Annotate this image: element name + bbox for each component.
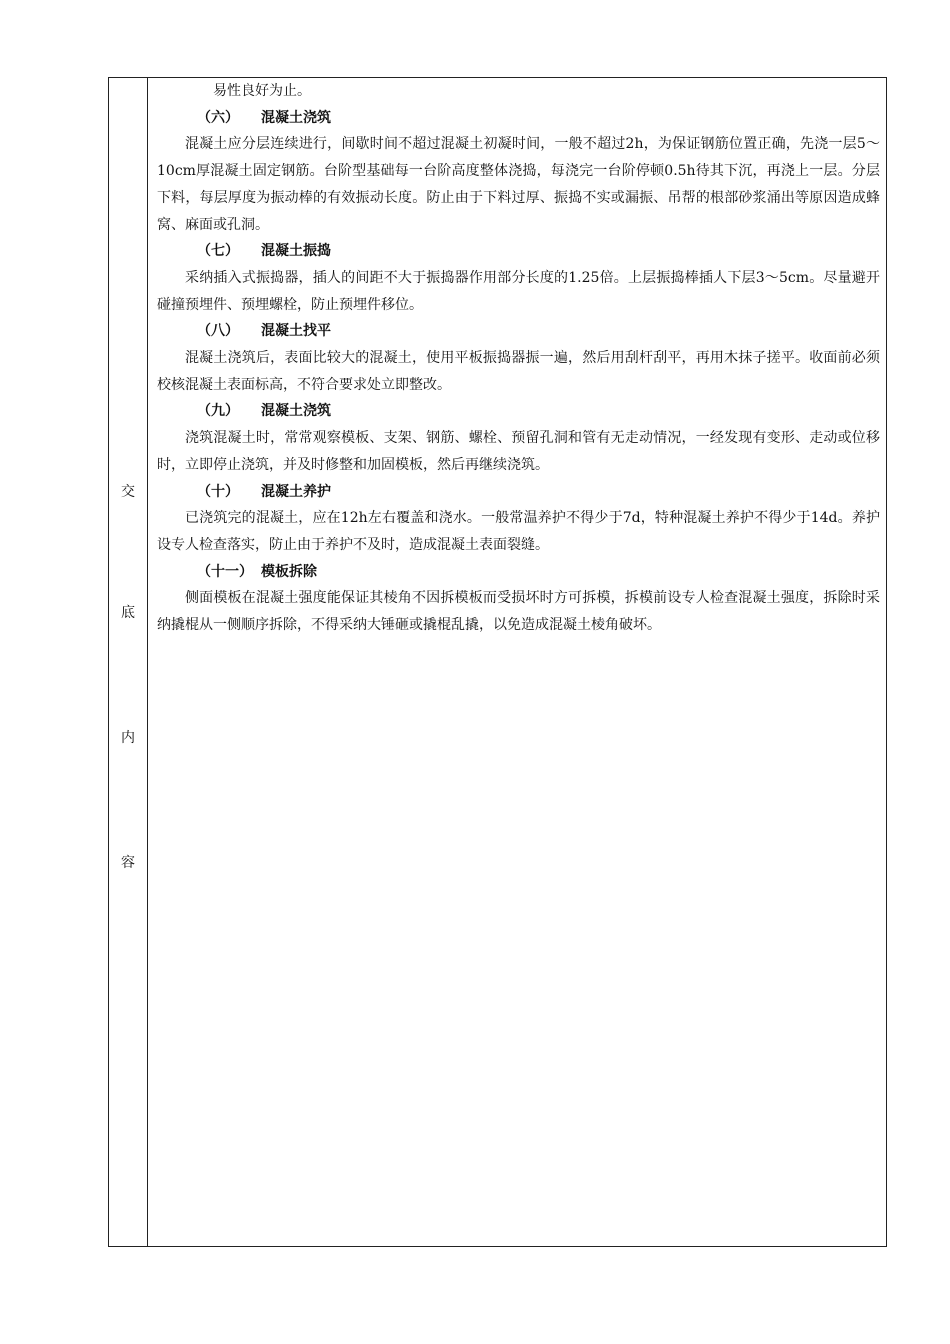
section-heading xyxy=(157,318,880,345)
handover-table xyxy=(108,77,887,1247)
side-label-char: 底 xyxy=(121,605,135,621)
section-number: （九） xyxy=(197,403,239,420)
side-label-char: 内 xyxy=(121,730,135,746)
side-label-char: 容 xyxy=(121,855,135,871)
section-heading xyxy=(157,238,880,265)
section-number: （十） xyxy=(197,483,239,500)
section-number: （八） xyxy=(197,323,239,340)
paragraph: 混凝土应分层连续进行，间歇时间不超过混凝土初凝时间，一般不超过2h，为保证钢筋位置正确，先浇一层5～10cm厚混凝土固定钢筋。台阶型基础每一台阶高度整体浇捣，每浇完一台阶停顿0.5h待其下沉，再浇上一层。分层下料，每层厚度为振动棒的有效振动长度。防止由于下料过厚、振捣不实或漏振、吊帮的根部砂浆涌出等原因造成蜂窝、麻面或孔洞。 xyxy=(157,136,880,233)
section-title: 混凝土浇筑 xyxy=(261,109,331,126)
side-label-char: 交 xyxy=(121,484,135,500)
paragraph: 浇筑混凝土时，常常观察模板、支架、钢筋、螺栓、预留孔洞和管有无走动情况，一经发现有变形、走动或位移时，立即停止浇筑，并及时修整和加固模板，然后再继续浇筑。 xyxy=(157,430,880,473)
section-title: 混凝土浇筑 xyxy=(261,403,331,420)
section-number: （六） xyxy=(197,109,239,126)
paragraph: 易性良好为止。 xyxy=(213,83,311,99)
paragraph: 侧面模板在混凝土强度能保证其棱角不因拆模板而受损坏时方可拆模，拆模前设专人检查混凝土强度，拆除时采纳撬棍从一侧顺序拆除，不得采纳大锤砸或撬棍乱撬，以免造成混凝土棱角破坏。 xyxy=(157,590,880,634)
section-title: 混凝土振捣 xyxy=(261,243,331,260)
section-number: （十一） xyxy=(197,563,253,580)
paragraph: 采纳插入式振捣器，插人的间距不大于振捣器作用部分长度的1.25倍。上层振捣棒插人下层3～5cm。尽量避开碰撞预埋件、预埋螺栓，防止预埋件移位。 xyxy=(157,269,880,313)
side-label-column xyxy=(109,78,148,1246)
section-heading xyxy=(157,398,880,425)
section-title: 混凝土找平 xyxy=(261,323,331,340)
section-title: 混凝土养护 xyxy=(261,483,331,500)
section-heading xyxy=(157,105,880,132)
section-number: （七） xyxy=(197,243,239,260)
content-cell xyxy=(148,78,886,1246)
paragraph: 混凝土浇筑后，表面比较大的混凝土，使用平板振捣器振一遍，然后用刮杆刮平，再用木抹子搓平。收面前必须校核混凝土表面标高，不符合要求处立即整改。 xyxy=(157,350,880,393)
paragraph: 已浇筑完的混凝土，应在12h左右覆盖和浇水。一般常温养护不得少于7d，特种混凝土养护不得少于14d。养护设专人检查落实，防止由于养护不及时，造成混凝土表面裂缝。 xyxy=(157,510,880,553)
section-title: 模板拆除 xyxy=(261,563,317,580)
section-heading xyxy=(157,559,880,586)
section-heading xyxy=(157,479,880,506)
